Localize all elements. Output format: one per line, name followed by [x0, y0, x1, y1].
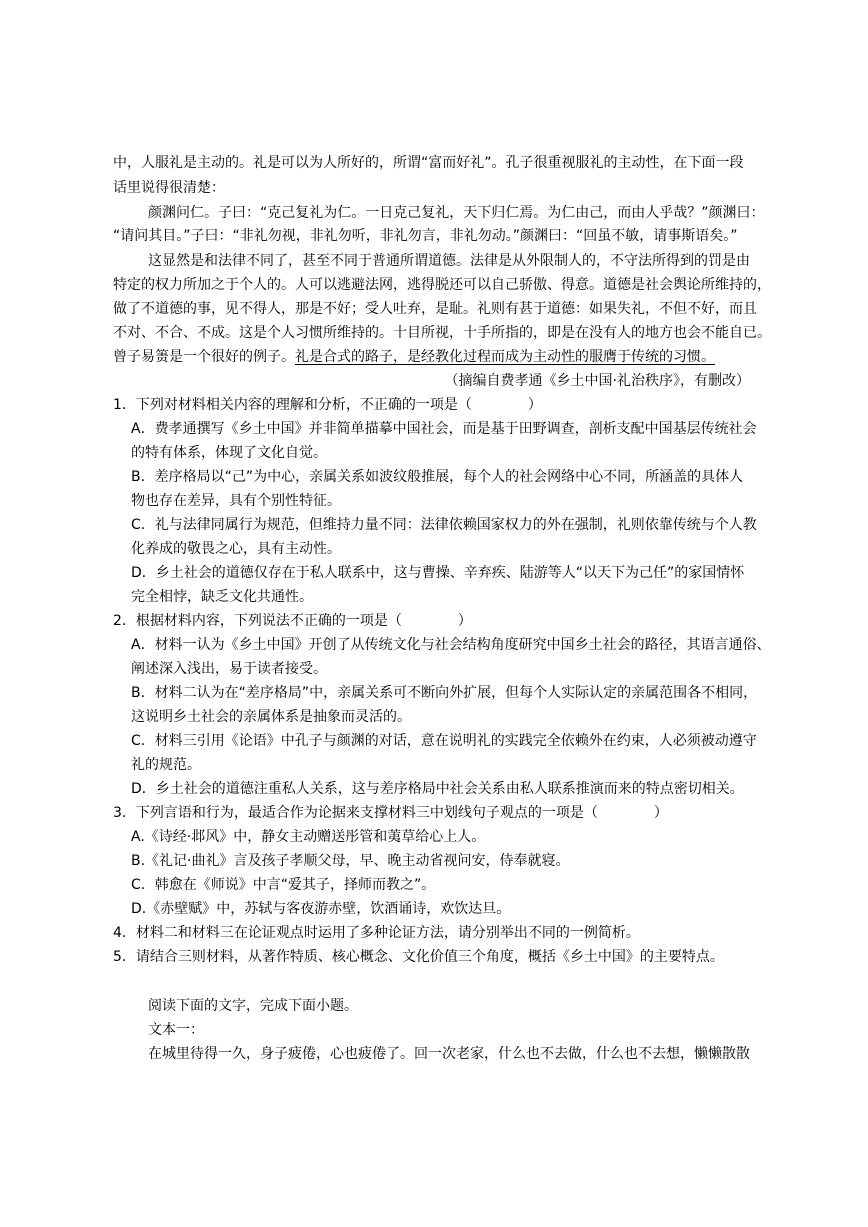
option-c: C．礼与法律同属行为规范，但维持力量不同：法律依赖国家权力的外在强制，礼则依靠传统与个人教	[131, 517, 757, 533]
passage-line: 这显然是和法律不同了，甚至不同于普通所谓道德。法律是从外限制人的，不守法所得到的罚是由	[148, 253, 750, 269]
option-a-cont: 阐述深入浅出，易于读者接受。	[131, 661, 327, 677]
option-a: A．材料一认为《乡土中国》开创了从传统文化与社会结构角度研究中国乡土社会的路径，其语言通俗、	[131, 637, 771, 653]
passage-line: 中，人服礼是主动的。礼是可以为人所好的，所谓“富而好礼”。孔子很重视服礼的主动性，在下面一段	[113, 155, 744, 171]
question-stem: 2．根据材料内容，下列说法不正确的一项是（ ）	[113, 613, 472, 629]
question-5-stem: 5．请结合三则材料，从著作特质、核心概念、文化价值三个角度，概括《乡土中国》的主要特点。	[113, 949, 724, 965]
option-d: D.《赤壁赋》中，苏轼与客夜游赤壁，饮酒诵诗，欢饮达旦。	[131, 901, 511, 917]
option-d: D．乡土社会的道德注重私人关系，这与差序格局中社会关系由私人联系推演而来的特点密切相关。	[131, 781, 744, 797]
question-4-stem: 4．材料二和材料三在论证观点时运用了多种论证方法，请分别举出不同的一例简析。	[113, 925, 640, 941]
option-b: B．差序格局以“己”为中心，亲属关系如波纹般推展，每个人的社会网络中心不同，所涵盖的具体人	[131, 469, 744, 485]
text-first-line: 在城里待得一久，身子疲倦，心也疲倦了。回一次老家，什么也不去做，什么也不去想，懒懒散散	[148, 1046, 750, 1062]
option-b-cont: 物也存在差异，具有个别性特征。	[131, 493, 341, 509]
passage-line: 特定的权力所加之于个人的。人可以逃避法网，逃得脱还可以自己骄傲、得意。道德是社会舆论所维持的，	[113, 277, 771, 293]
option-c: C．材料三引用《论语》中孔子与颜渊的对话，意在说明礼的实践完全依赖外在约束，人必须被动遵守	[131, 733, 757, 749]
option-d: D．乡土社会的道德仅存在于私人联系中，这与曹操、辛弃疾、陆游等人“以天下为己任”的家国情怀	[131, 565, 745, 581]
option-b-cont: 这说明乡土社会的亲属体系是抽象而灵活的。	[131, 709, 411, 725]
section-instruction: 阅读下面的文字，完成下面小题。	[148, 998, 358, 1014]
option-c: C．韩愈在《师说》中言“爱其子，择师而教之”。	[131, 877, 436, 893]
passage-line: 不对、不合、不成。这是个人习惯所维持的。十目所视，十手所指的，即是在没有人的地方也会不能自已。	[113, 325, 771, 341]
passage-line: 话里说得很清楚：	[113, 180, 225, 196]
option-c-cont: 化养成的敬畏之心，具有主动性。	[131, 541, 341, 557]
passage-line	[113, 347, 715, 369]
option-b: B.《礼记·曲礼》言及孩子孝顺父母，早、晚主动省视问安，侍奉就寝。	[131, 853, 570, 869]
text-label: 文本一：	[148, 1022, 204, 1038]
passage-quote-line: “请问其目。”子曰：“非礼勿视，非礼勿听，非礼勿言，非礼勿动。”颜渊曰：“回虽不敏，请事斯语矣。”	[113, 228, 738, 244]
option-c-cont: 礼的规范。	[131, 757, 201, 773]
option-d-cont: 完全相悖，缺乏文化共通性。	[131, 589, 313, 605]
source-citation: （摘编自费孝通《乡土中国·礼治秩序》，有删改）	[444, 373, 750, 389]
question-stem: 3．下列言语和行为，最适合作为论据来支撑材料三中划线句子观点的一项是（ ）	[113, 805, 668, 821]
option-a: A.《诗经·邶风》中，静女主动赠送彤管和荑草给心上人。	[131, 829, 486, 845]
option-b: B．材料二认为在“差序格局”中，亲属关系可不断向外扩展，但每个人实际认定的亲属范围各不相同，	[131, 685, 758, 701]
passage-text: 曾子易箦是一个很好的例子。	[113, 349, 295, 365]
passage-quote-line: 颜渊问仁。子曰：“克己复礼为仁。一日克己复礼，天下归仁焉。为仁由己，而由人乎哉？”颜渊曰：	[148, 205, 765, 221]
question-stem: 1．下列对材料相关内容的理解和分析，不正确的一项是（ ）	[113, 397, 542, 413]
underlined-sentence: 礼是合式的路子，是经教化过程而成为主动性的服膺于传统的习惯。	[295, 349, 715, 365]
passage-line: 做了不道德的事，见不得人，那是不好；受人吐弃，是耻。礼则有甚于道德：如果失礼，不但不好，而且	[113, 301, 757, 317]
option-a-cont: 的特有体系，体现了文化自觉。	[131, 445, 327, 461]
option-a: A．费孝通撰写《乡土中国》并非简单描摹中国社会，而是基于田野调查，剖析支配中国基层传统社会	[131, 421, 757, 437]
